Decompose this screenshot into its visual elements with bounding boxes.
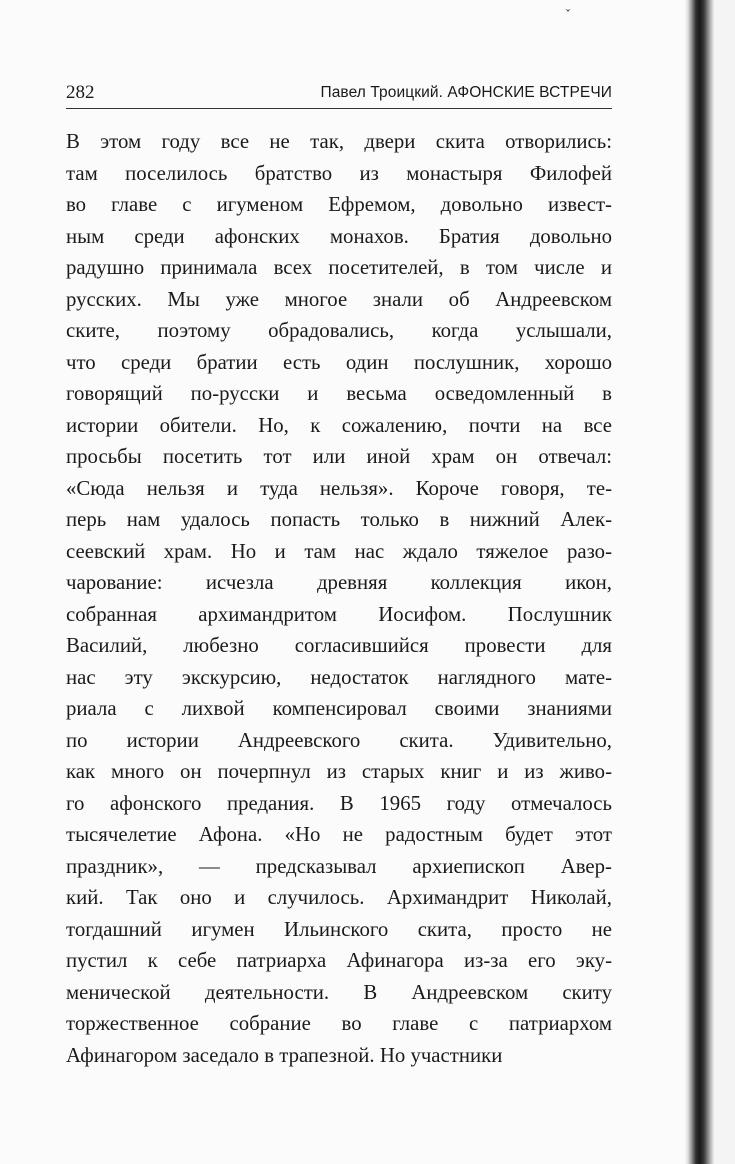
page-edge xyxy=(714,0,735,1164)
text-line: сеевский храм. Но и там нас ждало тяжелое разо- xyxy=(66,539,612,563)
body-text xyxy=(66,126,612,1071)
text-line: говорящий по-русски и весьма осведомленный в xyxy=(66,382,612,405)
text-line: перь нам удалось попасть только в нижний Алек- xyxy=(66,508,612,531)
text-line: нас эту экскурсию, недостаток наглядного мате- xyxy=(66,665,612,689)
text-line: радушно принимала всех посетителей, в том числе и xyxy=(66,256,612,279)
text-line: Василий, любезно согласившийся провести для xyxy=(66,634,612,657)
text-line: ным среди афонских монахов. Братия довольно xyxy=(66,224,612,248)
page-number: 282 xyxy=(66,82,95,103)
header-rule xyxy=(66,108,612,109)
text-line: тогдашний игумен Ильинского скита, просто не xyxy=(66,917,612,941)
book-binding-shadow xyxy=(684,0,714,1164)
text-line: В этом году все не так, двери скита отворились: xyxy=(66,130,612,153)
running-head: Павел Троицкий. АФОНСКИЕ ВСТРЕЧИ xyxy=(320,84,612,101)
text-line: кий. Так оно и случилось. Архимандрит Николай, xyxy=(66,886,612,909)
text-line: как много он почерпнул из старых книг и из живо- xyxy=(66,760,612,783)
text-line: по истории Андреевского скита. Удивительно, xyxy=(66,728,612,752)
text-line: русских. Мы уже многое знали об Андреевском xyxy=(66,287,612,311)
scan-mark-icon: ˇ xyxy=(565,8,571,22)
text-line: во главе с игуменом Ефремом, довольно извест- xyxy=(66,193,612,216)
text-line: менической деятельности. В Андреевском скиту xyxy=(66,980,612,1004)
text-line: ските, поэтому обрадовались, когда услышали, xyxy=(66,319,612,342)
text-line: чарование: исчезла древняя коллекция икон, xyxy=(66,571,612,594)
text-line: пустил к себе патриарха Афинагора из-за его эку- xyxy=(66,949,612,972)
text-line: торжественное собрание во главе с патриархом xyxy=(66,1012,612,1035)
text-line: там поселилось братство из монастыря Филофей xyxy=(66,161,612,185)
text-line: истории обители. Но, к сожалению, почти на все xyxy=(66,413,612,437)
text-line: риала с лихвой компенсировал своими знаниями xyxy=(66,697,612,720)
text-line: просьбы посетить тот или иной храм он отвечал: xyxy=(66,445,612,468)
text-line: что среди братии есть один послушник, хорошо xyxy=(66,350,612,374)
text-line: го афонского предания. В 1965 году отмечалось xyxy=(66,791,612,815)
page-header xyxy=(66,80,612,110)
text-line: Афинагором заседало в трапезной. Но участники xyxy=(66,1043,503,1067)
text-line: «Сюда нельзя и туда нельзя». Короче говоря, те- xyxy=(66,476,612,500)
text-line: тысячелетие Афона. «Но не радостным будет этот xyxy=(66,823,612,846)
text-line: собранная архимандритом Иосифом. Послушник xyxy=(66,602,612,626)
text-line: праздник», — предсказывал архиепископ Авер- xyxy=(66,854,612,878)
